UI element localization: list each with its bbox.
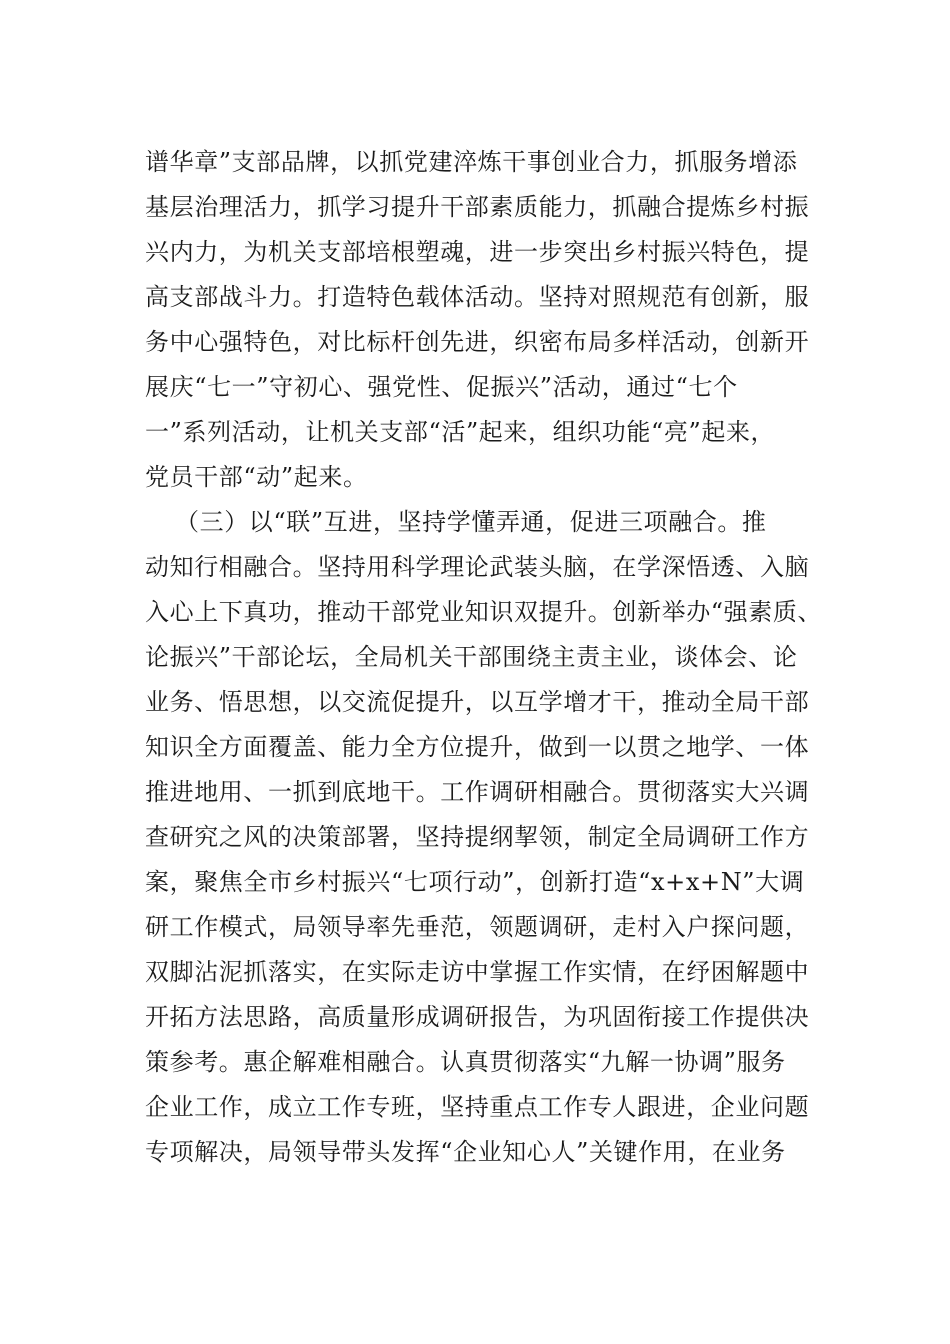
- text-line: 企业工作，成立工作专班，坚持重点工作专人跟进，企业问题: [145, 1093, 810, 1121]
- text-line: 推进地用、一抓到底地干。工作调研相融合。贯彻落实大兴调: [145, 778, 810, 806]
- text-line: 专项解决，局领导带头发挥“企业知心人”关键作用，在业务: [145, 1138, 786, 1166]
- text-line: 查研究之风的决策部署，坚持提纲挈领，制定全局调研工作方: [145, 823, 810, 851]
- text-line: 基层治理活力，抓学习提升干部素质能力，抓融合提炼乡村振: [145, 193, 810, 221]
- text-line: 展庆“七一”守初心、强党性、促振兴”活动，通过“七个: [145, 373, 738, 401]
- text-line: 开拓方法思路，高质量形成调研报告，为巩固衔接工作提供决: [145, 1003, 810, 1031]
- text-line: 知识全方面覆盖、能力全方位提升，做到一以贯之地学、一体: [145, 733, 810, 761]
- text-line: 策参考。惠企解难相融合。认真贯彻落实“九解一协调”服务: [145, 1048, 786, 1076]
- text-line: 研工作模式，局领导率先垂范，领题调研，走村入户探问题，: [145, 913, 810, 941]
- text-line: 双脚沾泥抓落实，在实际走访中掌握工作实情，在纾困解题中: [145, 958, 810, 986]
- text-line: 案，聚焦全市乡村振兴“七项行动”，创新打造“x+x+N”大调: [145, 868, 805, 896]
- section-heading-line: （三）以“联”互进，坚持学懂弄通，促进三项融合。推: [175, 508, 767, 536]
- text-line: 高支部战斗力。打造特色载体活动。坚持对照规范有创新，服: [145, 283, 810, 311]
- text-line: 谱华章”支部品牌，以抓党建淬炼干事创业合力，抓服务增添: [145, 148, 798, 176]
- text-line: 党员干部“动”起来。: [145, 463, 368, 491]
- text-line: 业务、悟思想，以交流促提升，以互学增才干，推动全局干部: [145, 688, 810, 716]
- text-line: 务中心强特色，对比标杆创先进，织密布局多样活动，创新开: [145, 328, 810, 356]
- text-line: 入心上下真功，推动干部党业知识双提升。创新举办“强素质、: [145, 598, 823, 626]
- text-line: 一”系列活动，让机关支部“活”起来，组织功能“亮”起来，: [145, 418, 776, 446]
- text-line: 兴内力，为机关支部培根塑魂，进一步突出乡村振兴特色，提: [145, 238, 810, 266]
- text-line: 动知行相融合。坚持用科学理论武装头脑，在学深悟透、入脑: [145, 553, 810, 581]
- text-line: 论振兴”干部论坛，全局机关干部围绕主责主业，谈体会、论: [145, 643, 798, 671]
